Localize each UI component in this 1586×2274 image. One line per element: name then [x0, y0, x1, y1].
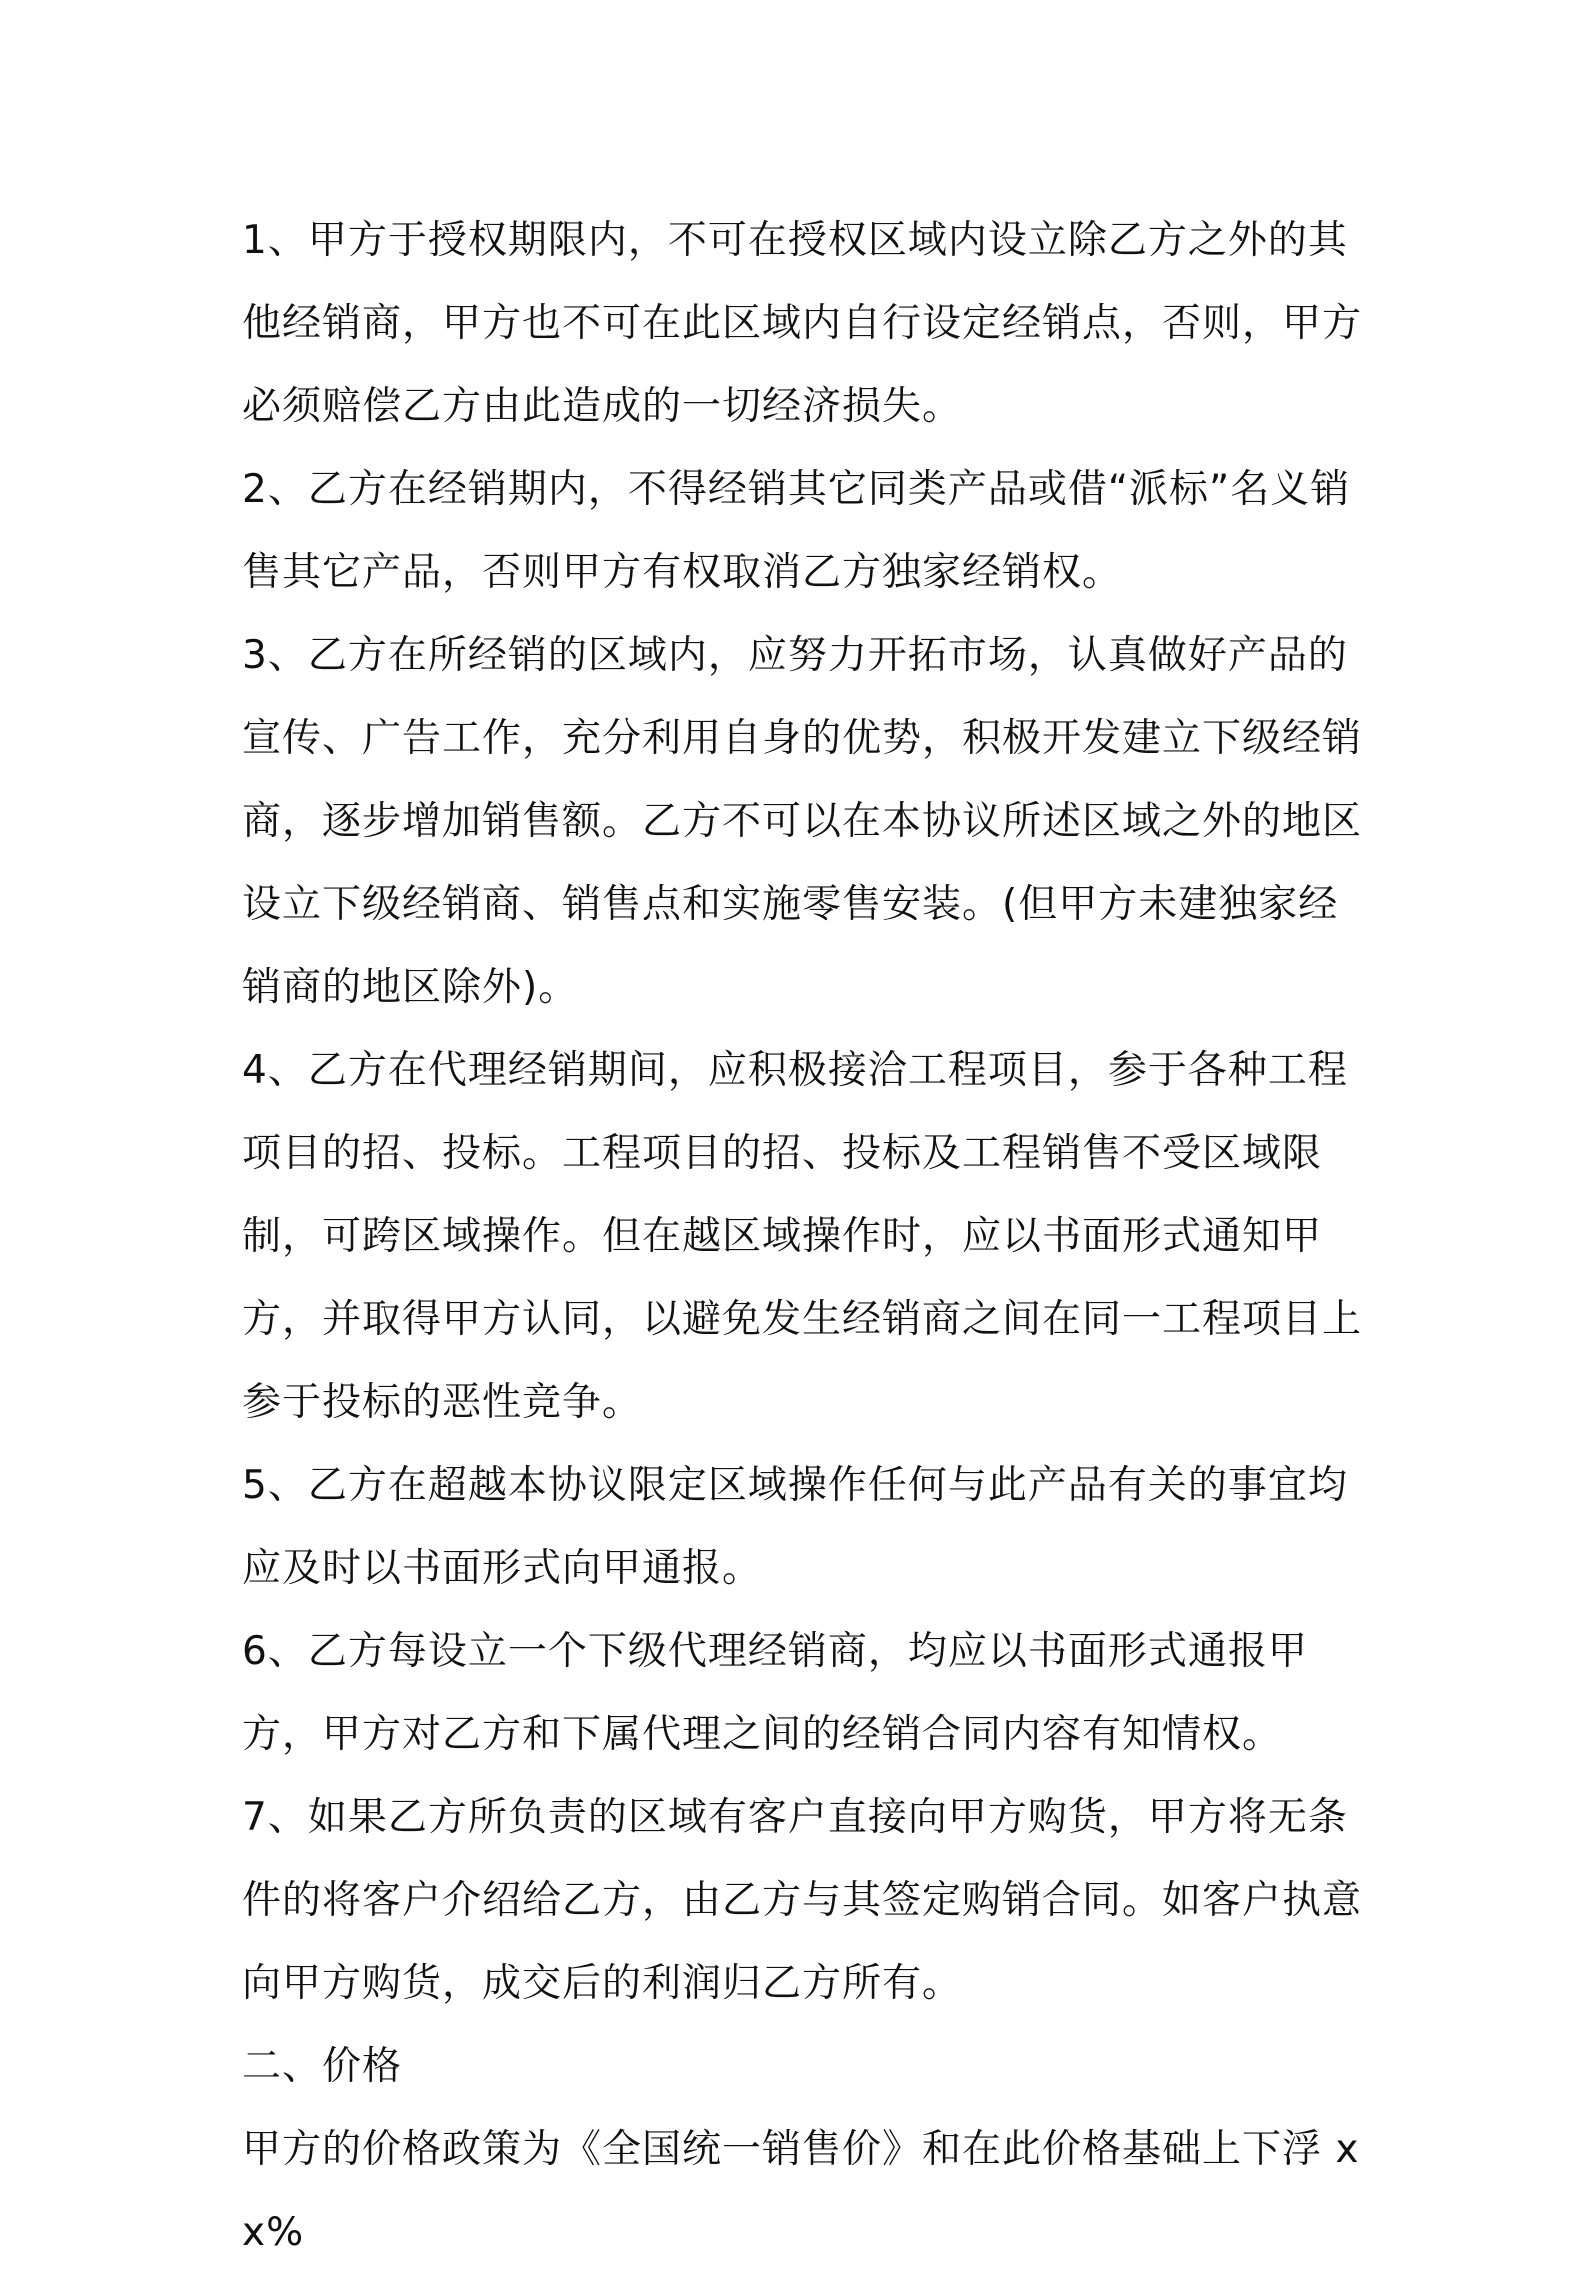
clause-3: 3、乙方在所经销的区域内，应努力开拓市场，认真做好产品的宣传、广告工作，充分利用自身的优势，积极开发建立下级经销商，逐步增加销售额。乙方不可以在本协议所述区域之外的地区设立下级经销商、销售点和实施零售安装。(但甲方未建独家经销商的地区除外)。 — [242, 633, 1363, 1010]
price-policy-paragraph: 甲方的价格政策为《全国统一销售价》和在此价格基础上下浮 xx% — [242, 2127, 1360, 2255]
section-heading-price: 二、价格 — [242, 2044, 403, 2089]
clause-5: 5、乙方在超越本协议限定区域操作任何与此产品有关的事宜均应及时以书面形式向甲通报。 — [242, 1463, 1348, 1591]
clause-1: 1、甲方于授权期限内，不可在授权区域内设立除乙方之外的其他经销商，甲方也不可在此区域内自行设定经销点，否则，甲方必须赔偿乙方由此造成的一切经济损失。 — [242, 218, 1363, 429]
clause-7: 7、如果乙方所负责的区域有客户直接向甲方购货，甲方将无条件的将客户介绍给乙方，由乙方与其签定购销合同。如客户执意向甲方购货，成交后的利润归乙方所有。 — [242, 1795, 1363, 2006]
document-page — [242, 199, 1362, 2274]
clause-6: 6、乙方每设立一个下级代理经销商，均应以书面形式通报甲方，甲方对乙方和下属代理之间的经销合同内容有知情权。 — [242, 1629, 1308, 1757]
clause-2: 2、乙方在经销期内，不得经销其它同类产品或借“派标”名义销售其它产品，否则甲方有权取消乙方独家经销权。 — [242, 467, 1351, 595]
clause-4: 4、乙方在代理经销期间，应积极接洽工程项目，参于各种工程项目的招、投标。工程项目的招、投标及工程销售不受区域限制，可跨区域操作。但在越区域操作时，应以书面形式通知甲方，并取得甲方认同，以避免发生经销商之间在同一工程项目上参于投标的恶性竞争。 — [242, 1048, 1363, 1425]
